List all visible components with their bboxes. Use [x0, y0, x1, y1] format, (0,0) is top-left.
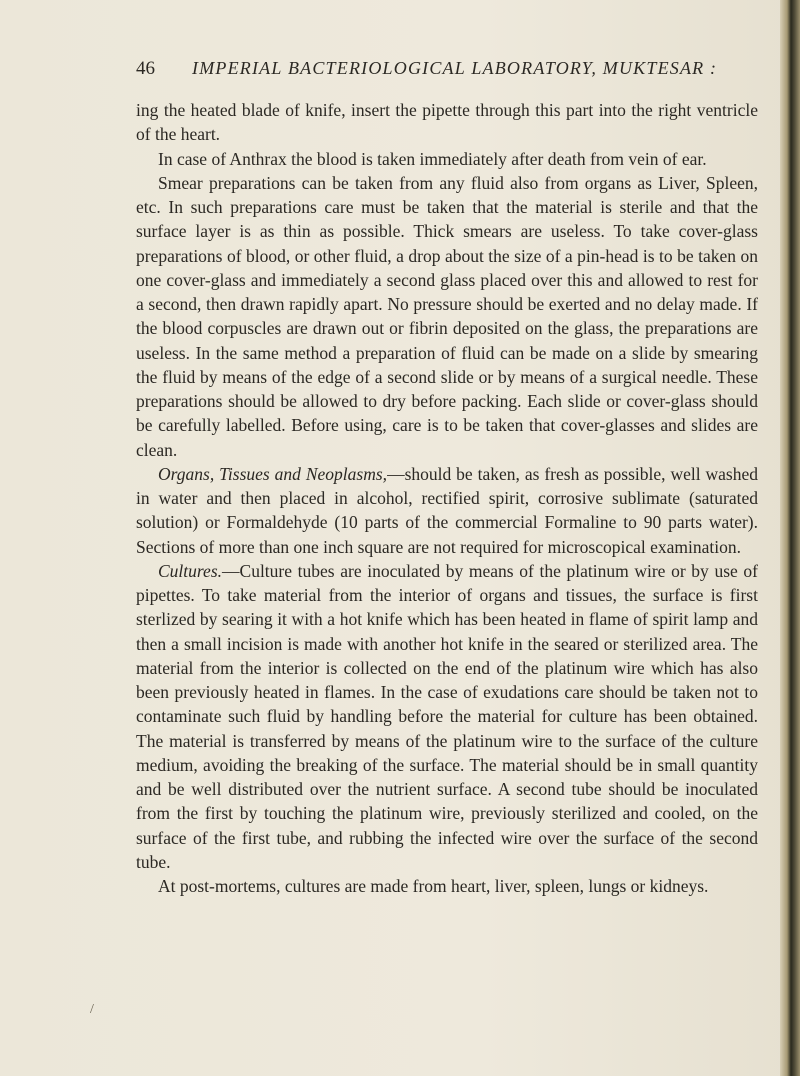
body-text [136, 98, 758, 898]
cultures-heading: Cultures. [158, 560, 223, 581]
organs-heading: Organs, Tissues and Neoplasms, [158, 463, 388, 484]
page-header [136, 58, 756, 80]
margin-mark: / [90, 1002, 94, 1017]
page-binding-edge [780, 0, 800, 1076]
page-number: 46 [136, 58, 155, 79]
paragraph-smear-preparations: Smear preparations can be taken from any fluid also from organs as Liver, Spleen, etc. In such preparations care must be taken that the material is sterile and that the surface layer is as thin as possible. Thick smears are useless. To take cover-glass preparations of blood, or other fluid, a drop about the size of a pin-head is to be taken on one cover-glass and immediately a second glass placed over this and allowed to rest for a second, then drawn rapidly apart. No pressure should be exerted and no delay made. If the blood corpuscles are drawn out or fibrin deposited on the glass, the preparations are useless. In the same method a preparation of fluid can be made on a slide by smearing the fluid by means of the edge of a second slide or by means of a surgical needle. These preparations should be allowed to dry before packing. Each slide or cover-glass should be carefully labelled. Before using, care is to be taken that cover-glasses and slides are clean. [136, 172, 758, 460]
paragraph-organs [136, 462, 758, 559]
paragraph-post-mortems: At post-mortems, cultures are made from heart, liver, spleen, lungs or kidneys. [158, 876, 709, 896]
paragraph-anthrax: In case of Anthrax the blood is taken immediately after death from vein of ear. [158, 148, 707, 169]
paragraph-continuation: ing the heated blade of knife, insert the pipette through this part into the right ventricle of the heart. [136, 100, 758, 145]
paragraph-cultures [136, 559, 758, 874]
organs-text: —should be taken, as fresh as possible, well washed in water and then placed in alcohol, rectified spirit, corrosive sublimate (saturated solution) or Formaldehyde (10 parts of the commercial Formaline to 90 parts water). Sections of more than one inch square are not required for microscopical examination. [136, 463, 759, 557]
cultures-text: —Culture tubes are inoculated by means of the platinum wire or by use of pipettes. To take material from the interior of organs and tissues, the surface is first sterlized by searing it with a hot knife which has been heated in flame of spirit lamp and then a small incision is made with another hot knife in the seared or sterilized area. The material from the interior is collected on the end of the platinum wire which has also been previously heated in flames. In the case of exudations care should be taken not to contaminate such fluid by handling before the material for culture has been obtained. The material is transferred by means of the platinum wire to the surface of the culture medium, avoiding the breaking of the surface. The material should be in small quantity and be well distributed over the nutrient surface. A second tube should be inoculated from the first by touching the platinum wire, previously sterilized and cooled, on the surface of the first tube, and rubbing the infected wire over the surface of the second tube. [136, 560, 758, 872]
running-title: IMPERIAL BACTERIOLOGICAL LABORATORY, MUKTESAR : [192, 58, 718, 78]
